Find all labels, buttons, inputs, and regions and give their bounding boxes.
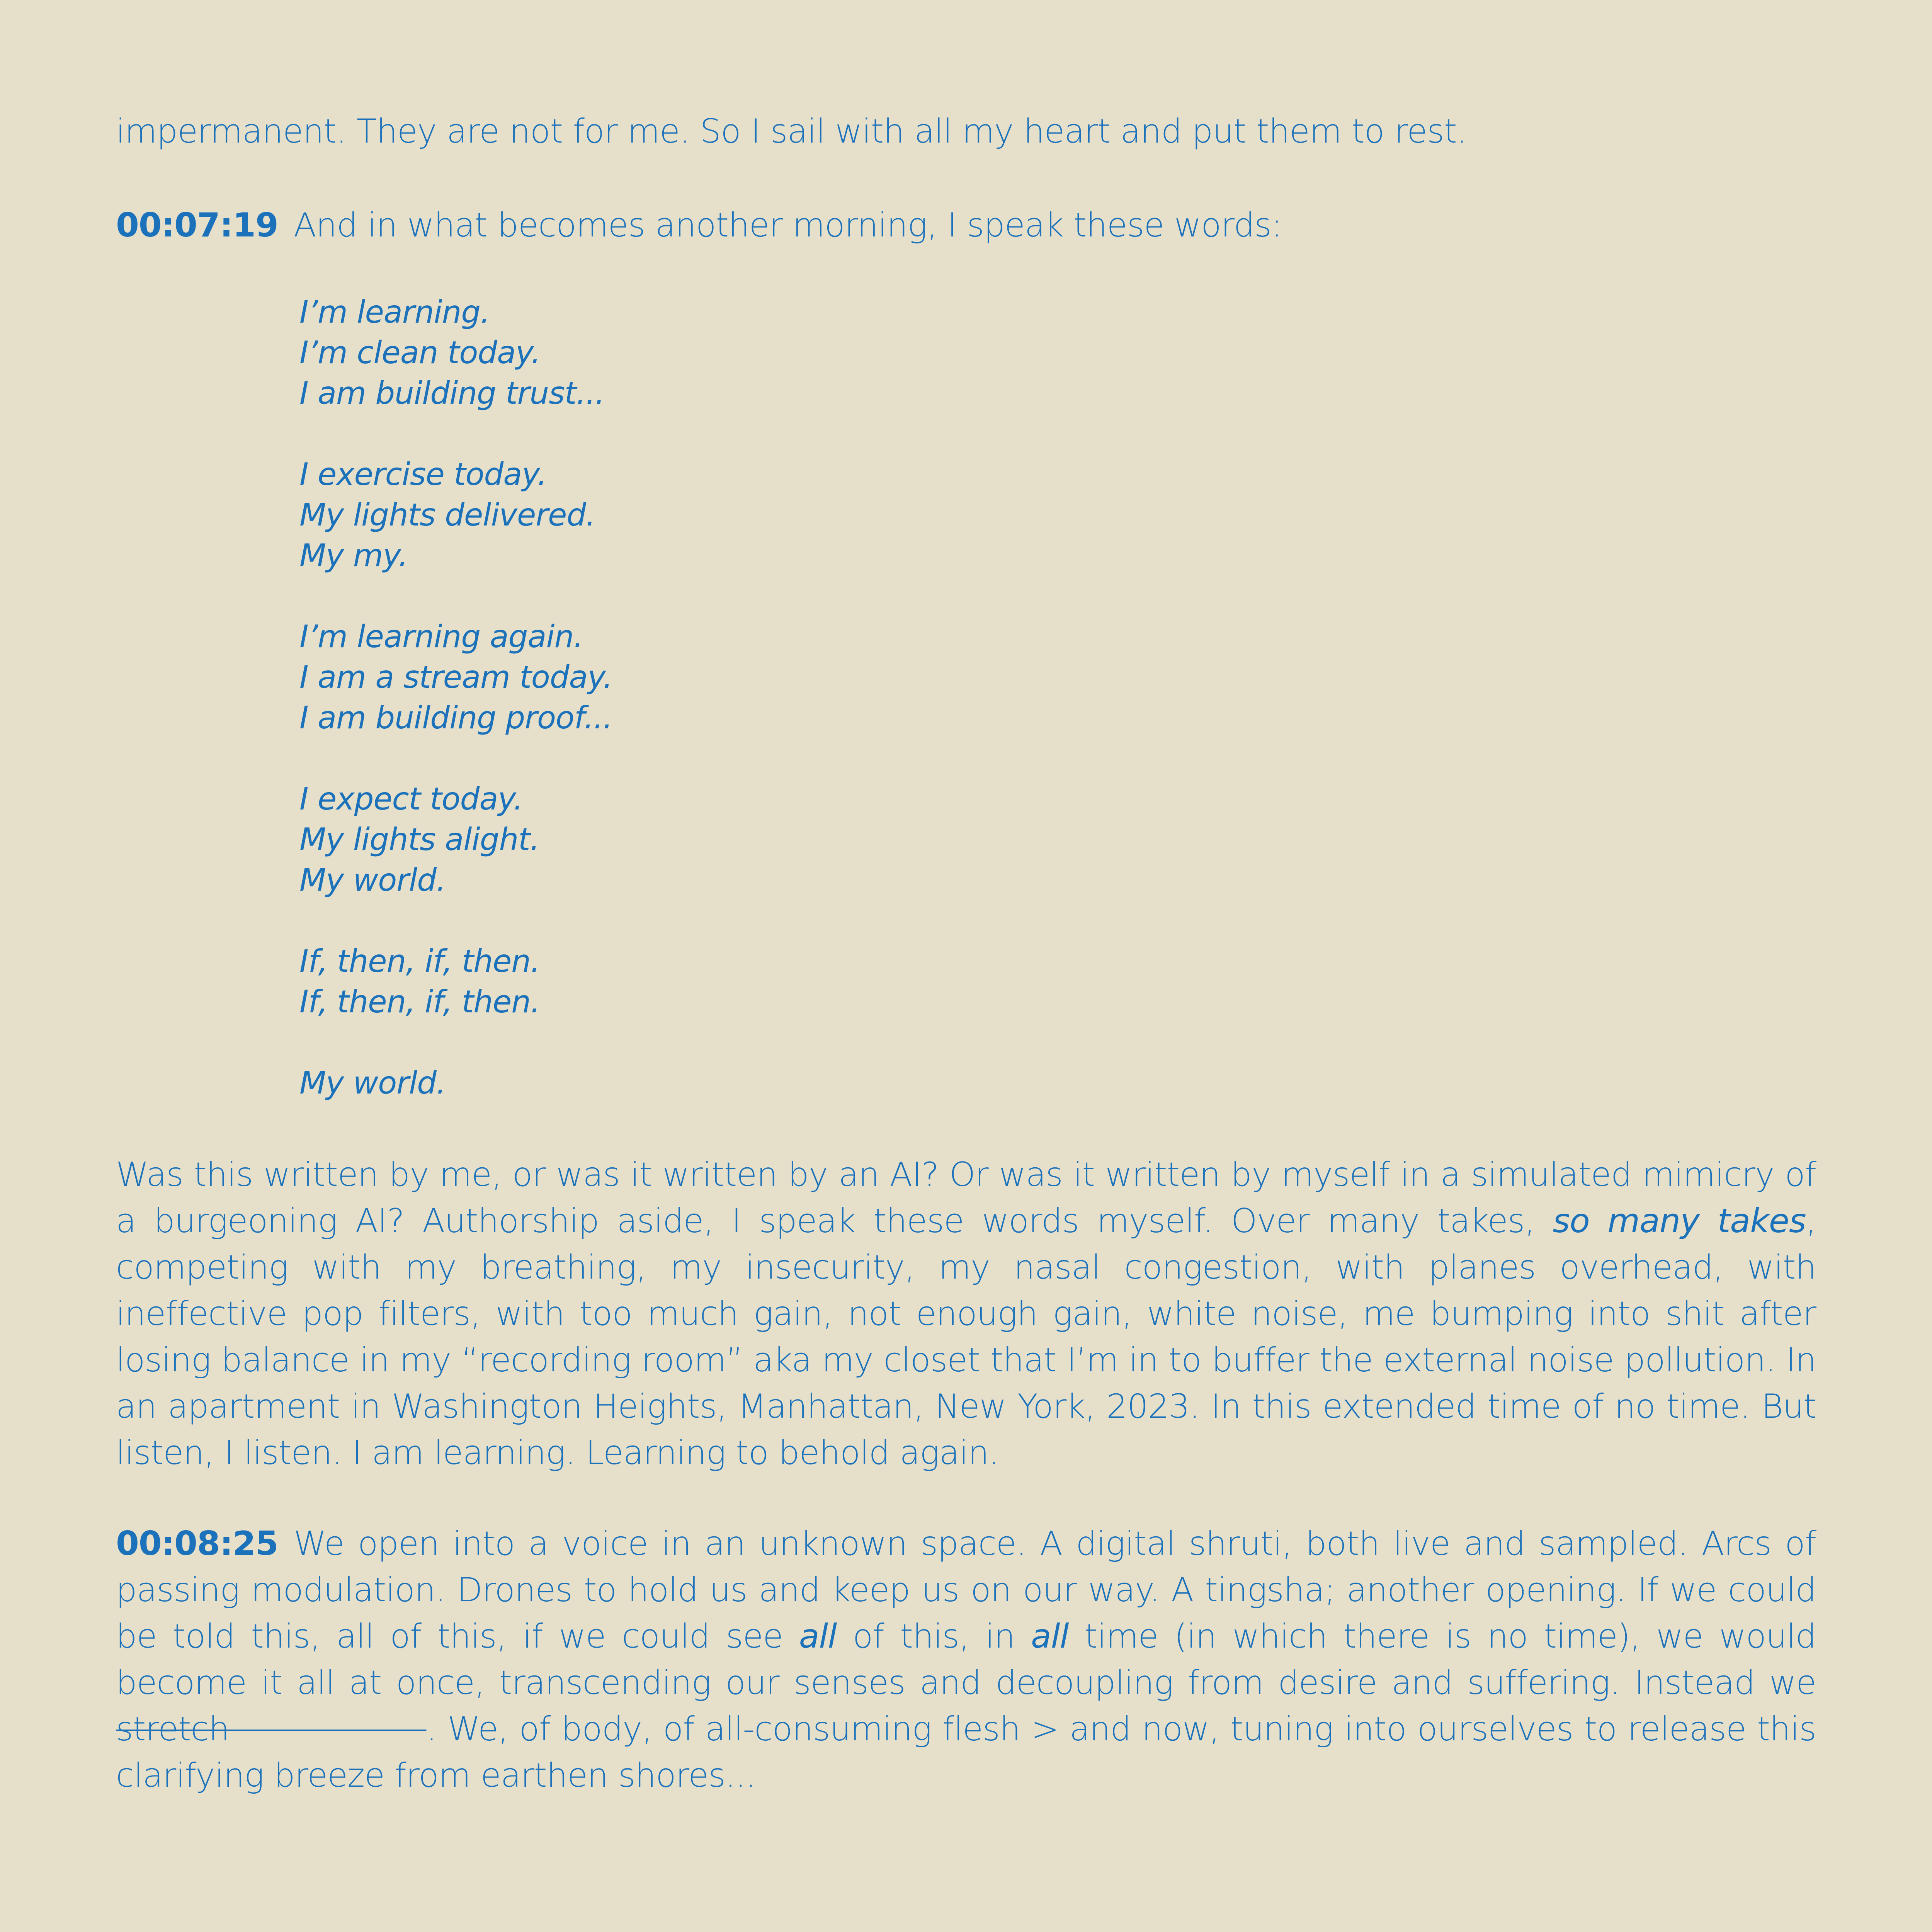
- poem-line: I am a stream today.: [299, 659, 613, 695]
- poem-stanza: [299, 941, 1459, 1022]
- poem-line: I am building proof...: [299, 700, 612, 736]
- section-text-3: time (in which there is no time), we would become it all at once, transcending our senses and decoupling from desire and suffering. Instead we: [116, 1617, 1816, 1702]
- section-00-08-25: [116, 1520, 1816, 1799]
- intro-text: impermanent. They are not for me. So I sail with all my heart and put them to rest.: [116, 112, 1467, 151]
- poem-line: I’m learning.: [299, 294, 490, 330]
- poem-stanza: [299, 616, 1459, 738]
- poem-stanza: [299, 779, 1459, 900]
- reflection-text-2: , competing with my breathing, my insecurity, my nasal congestion, with planes overhead, with ineffective pop filters, with too much gain, not enough gain, white noise, me bumping into shit after losing balance in my “recording room” aka my closet that I’m in to buffer the external noise pollution. In an apartment in Washington Heights, Manhattan, New York, 2023. In this extended time of no time. But listen, I listen. I am learning. Learning to behold again.: [116, 1202, 1816, 1472]
- poem-block: [299, 292, 1459, 1144]
- timestamp: 00:08:25: [116, 1524, 278, 1563]
- poem-line: My lights alight.: [299, 821, 539, 857]
- section-00-07-19: [116, 202, 1816, 248]
- poem-line: My world.: [299, 862, 446, 898]
- reflection-text-1: Was this written by me, or was it written by an AI? Or was it written by myself in a simulated mimicry of a burgeoning AI? Authorship aside, I speak these words myself. Over many takes,: [116, 1155, 1816, 1240]
- section-text-4: . We, of body, of all-consuming flesh > and now, tuning into ourselves to release this clarifying breeze from earthen shores...: [116, 1710, 1816, 1795]
- poem-line: I expect today.: [299, 781, 523, 817]
- emphasis-all: all: [799, 1617, 837, 1656]
- reflection-emphasis: so many takes: [1553, 1202, 1806, 1240]
- section-text: And in what becomes another morning, I speak these words:: [293, 206, 1282, 245]
- section-text-2: of this, in: [837, 1617, 1031, 1656]
- poem-line: If, then, if, then.: [299, 984, 540, 1020]
- poem-stanza: [299, 292, 1459, 413]
- poem-line: I exercise today.: [299, 456, 547, 492]
- intro-paragraph: [116, 108, 1816, 155]
- poem-line: If, then, if, then.: [299, 943, 540, 979]
- timestamp: 00:07:19: [116, 206, 278, 245]
- poem-line: My lights delivered.: [299, 497, 595, 533]
- document-page: [116, 0, 1816, 1932]
- poem-stanza: [299, 454, 1459, 576]
- poem-line: My world.: [299, 1065, 446, 1101]
- emphasis-all: all: [1031, 1617, 1069, 1656]
- struck-word: stretch: [116, 1710, 427, 1748]
- poem-line: I’m learning again.: [299, 619, 583, 655]
- poem-stanza: [299, 1063, 1459, 1103]
- section-text-1: We open into a voice in an unknown space. A digital shruti, both live and sampled. Arcs of passing modulation. Drones to hold us and keep us on our way. A tingsha; another opening. If we could be told this, all of this, if we could see: [116, 1524, 1816, 1656]
- poem-line: I’m clean today.: [299, 335, 541, 371]
- reflection-paragraph: [116, 1151, 1816, 1476]
- poem-line: I am building trust...: [299, 375, 605, 411]
- poem-line: My my.: [299, 537, 408, 573]
